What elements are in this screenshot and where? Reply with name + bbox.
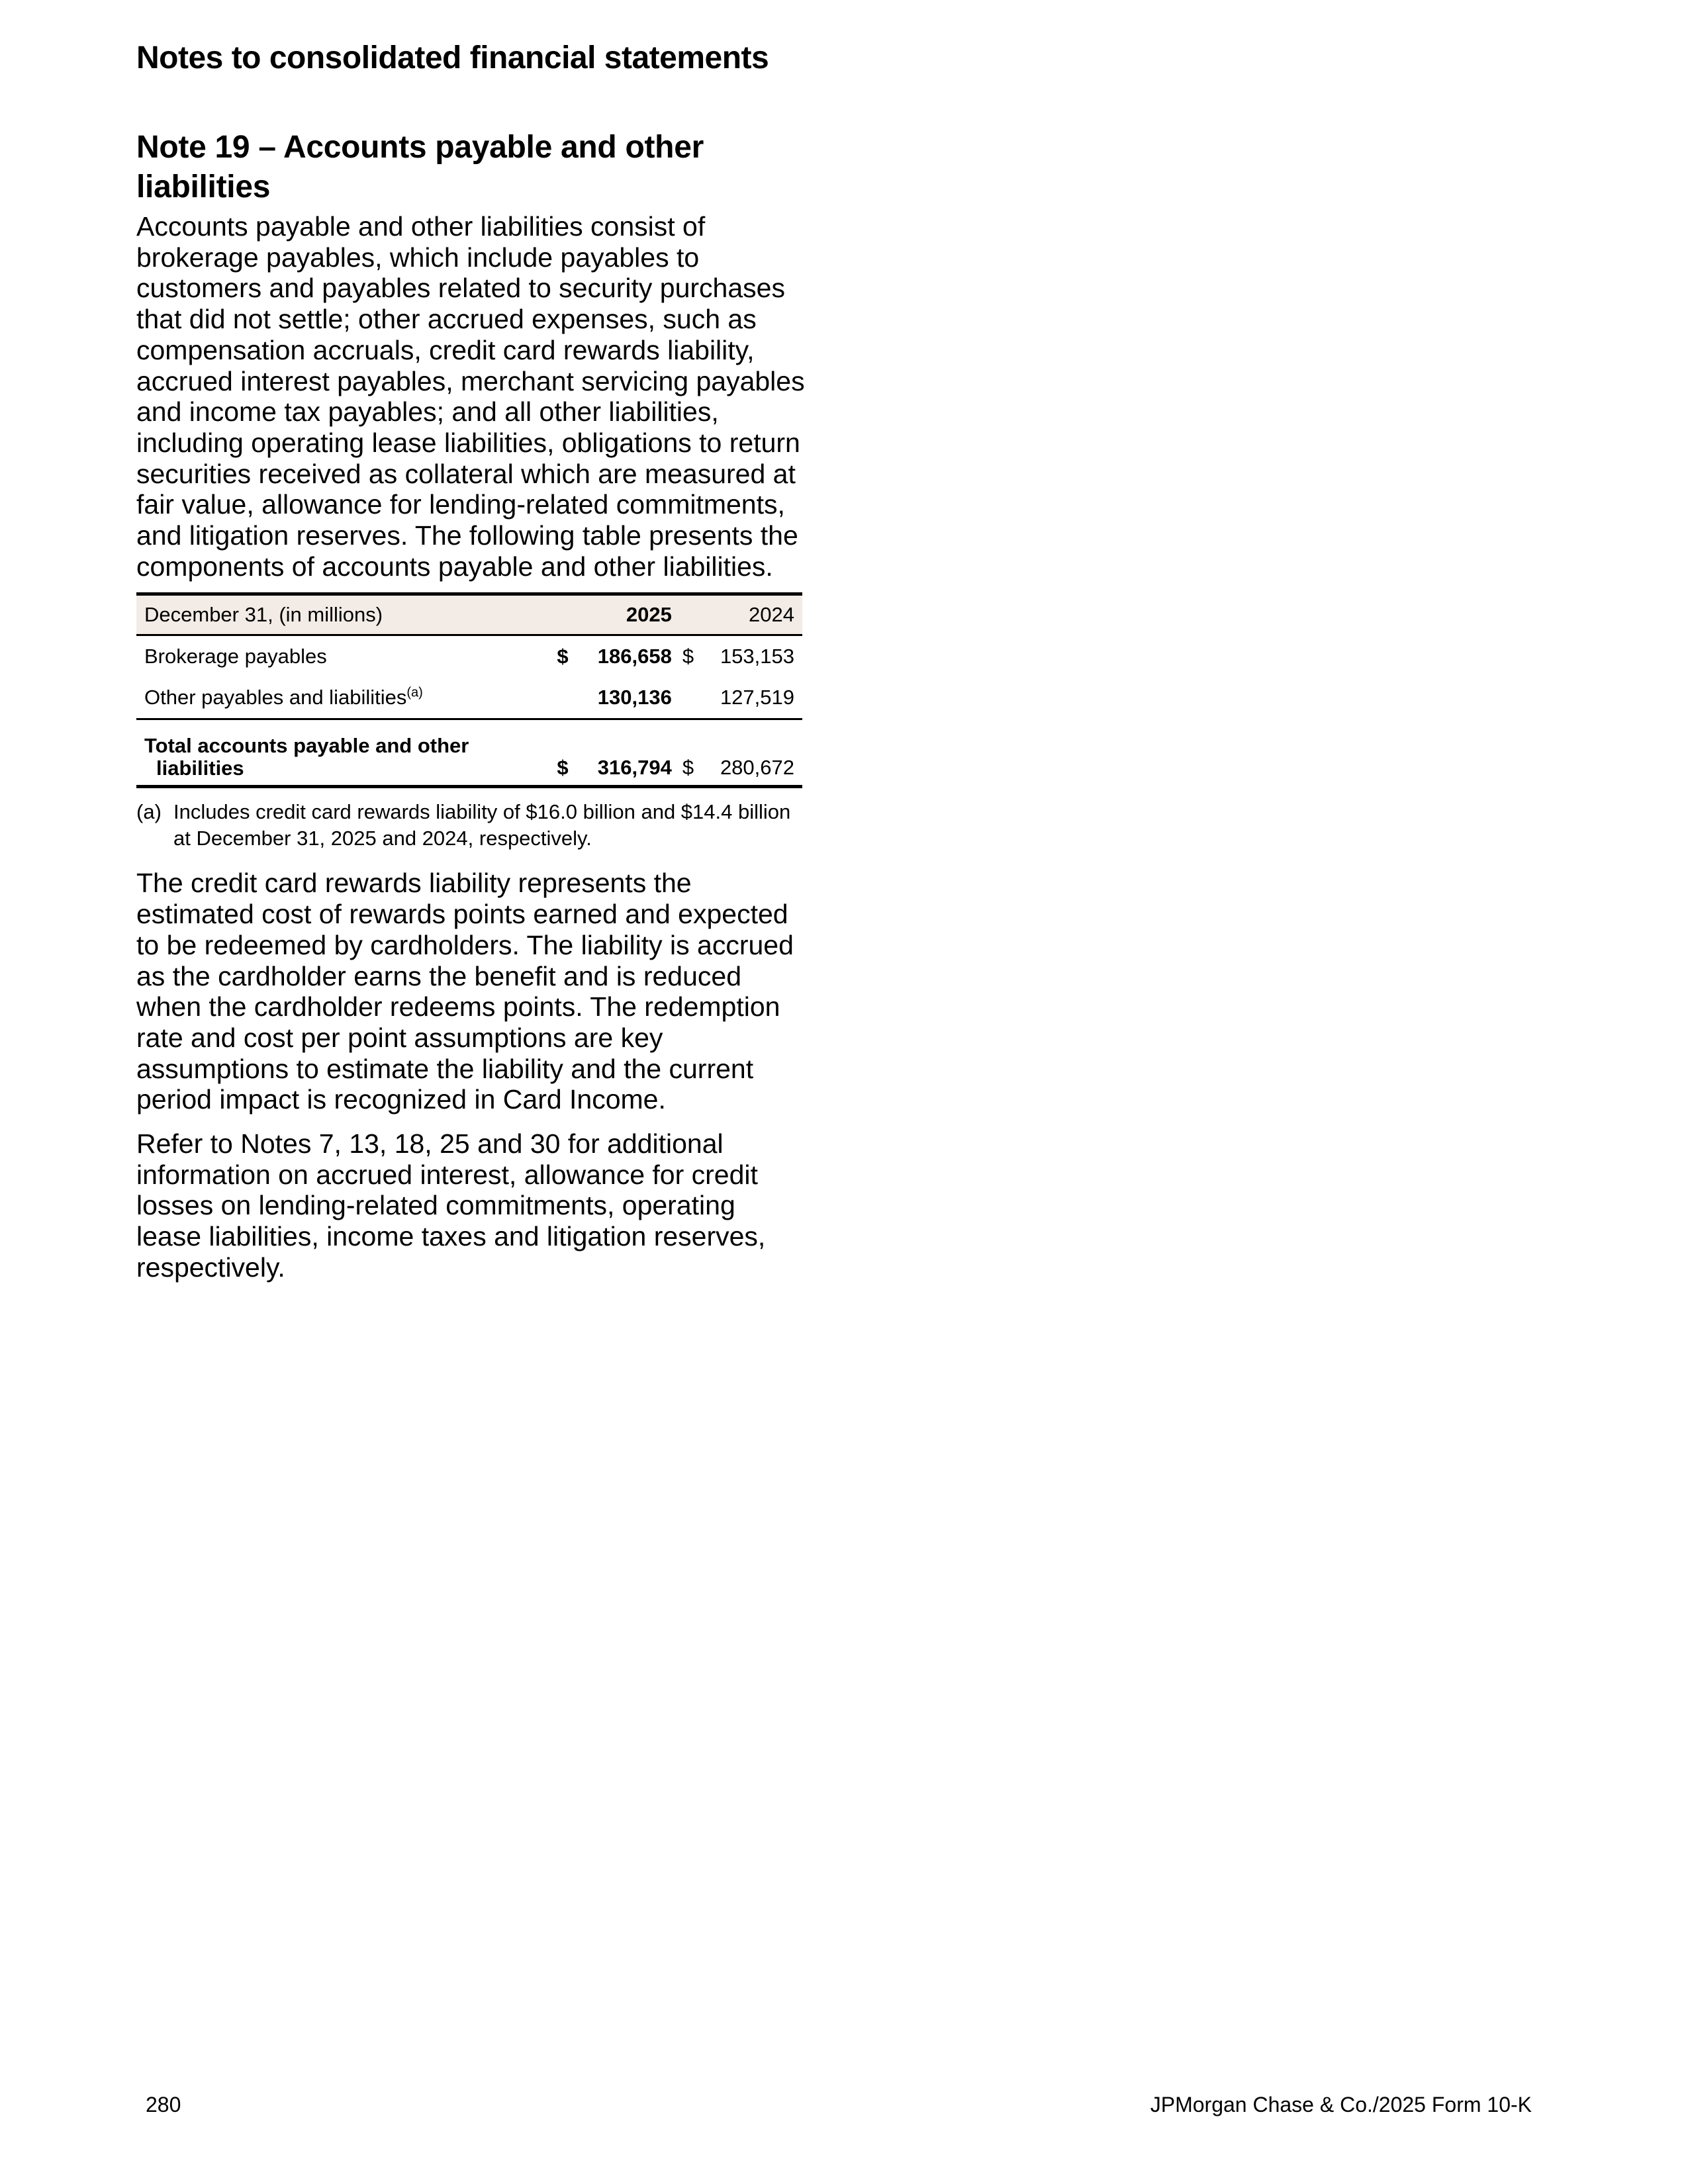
- currency-symbol: $: [557, 645, 569, 668]
- note-title: [136, 128, 805, 207]
- value-2025: 130,136: [597, 686, 672, 709]
- liabilities-table: [136, 592, 802, 788]
- table-header-row: [136, 594, 802, 635]
- header-2024: 2024: [695, 594, 802, 635]
- value-2024: 127,519: [720, 686, 794, 709]
- currency-symbol: $: [682, 645, 694, 668]
- currency-symbol: $: [680, 719, 695, 787]
- total-label: [136, 719, 554, 787]
- note-title-line1: Note 19 – Accounts payable and other: [136, 130, 704, 165]
- rewards-paragraph: The credit card rewards liability represents the estimated cost of rewards points earned and expected to be redeemed by cardholders. The liability is accrued as the cardholder earns the benefit and is reduced when the cardholder redeems points. The redemption rate and cost per point assumptions are key assumptions to estimate the liability and the current period impact is recognized in Card Income.: [136, 868, 794, 1115]
- total-2025: 316,794: [569, 719, 679, 787]
- table-row: [136, 677, 802, 719]
- row-label: [136, 677, 554, 719]
- value-2024: 153,153: [720, 645, 794, 668]
- document-footer: JPMorgan Chase & Co./2025 Form 10-K: [1150, 2093, 1532, 2116]
- footnote-text: Includes credit card rewards liability of $16.0 billion and $14.4 billion at December 31, 2025 and 2024, respectively.: [173, 800, 791, 850]
- total-2024: 280,672: [695, 719, 802, 787]
- total-label-line2: liabilities: [156, 756, 244, 780]
- page-number: 280: [146, 2093, 181, 2116]
- currency-symbol: $: [554, 719, 569, 787]
- footnote-ref: (a): [406, 686, 423, 701]
- table-footnote: [136, 799, 805, 852]
- table-total-row: [136, 719, 802, 787]
- row-label: Brokerage payables: [144, 645, 327, 668]
- footnote-mark: (a): [136, 800, 162, 824]
- refer-paragraph: Refer to Notes 7, 13, 18, 25 and 30 for additional information on accrued interest, allowance for credit losses on lending-related commitments, operating lease liabilities, income taxes and litigation reserves, respectively.: [136, 1128, 766, 1283]
- value-2025: 186,658: [597, 645, 672, 668]
- total-label-line1: Total accounts payable and other: [144, 734, 469, 758]
- header-label: December 31, (in millions): [136, 594, 554, 635]
- header-2025: 2025: [569, 594, 679, 635]
- table-row: [136, 635, 802, 678]
- intro-paragraph: Accounts payable and other liabilities consist of brokerage payables, which include payables to customers and payables related to security purchases that did not settle; other accrued expenses, such as compensation accruals, credit card rewards liability, accrued interest payables, merchant servicing payables and income tax payables; and all other liabilities, including operating lease liabilities, obligations to return securities received as collateral which are measured at fair value, allowance for lending-related commitments, and litigation reserves. The following table presents the components of accounts payable and other liabilities.: [136, 211, 805, 582]
- row-label-text: Other payables and liabilities: [144, 686, 407, 709]
- note-title-line2: liabilities: [136, 169, 271, 205]
- note-column: [136, 128, 805, 1283]
- section-header: Notes to consolidated financial statements: [136, 40, 769, 75]
